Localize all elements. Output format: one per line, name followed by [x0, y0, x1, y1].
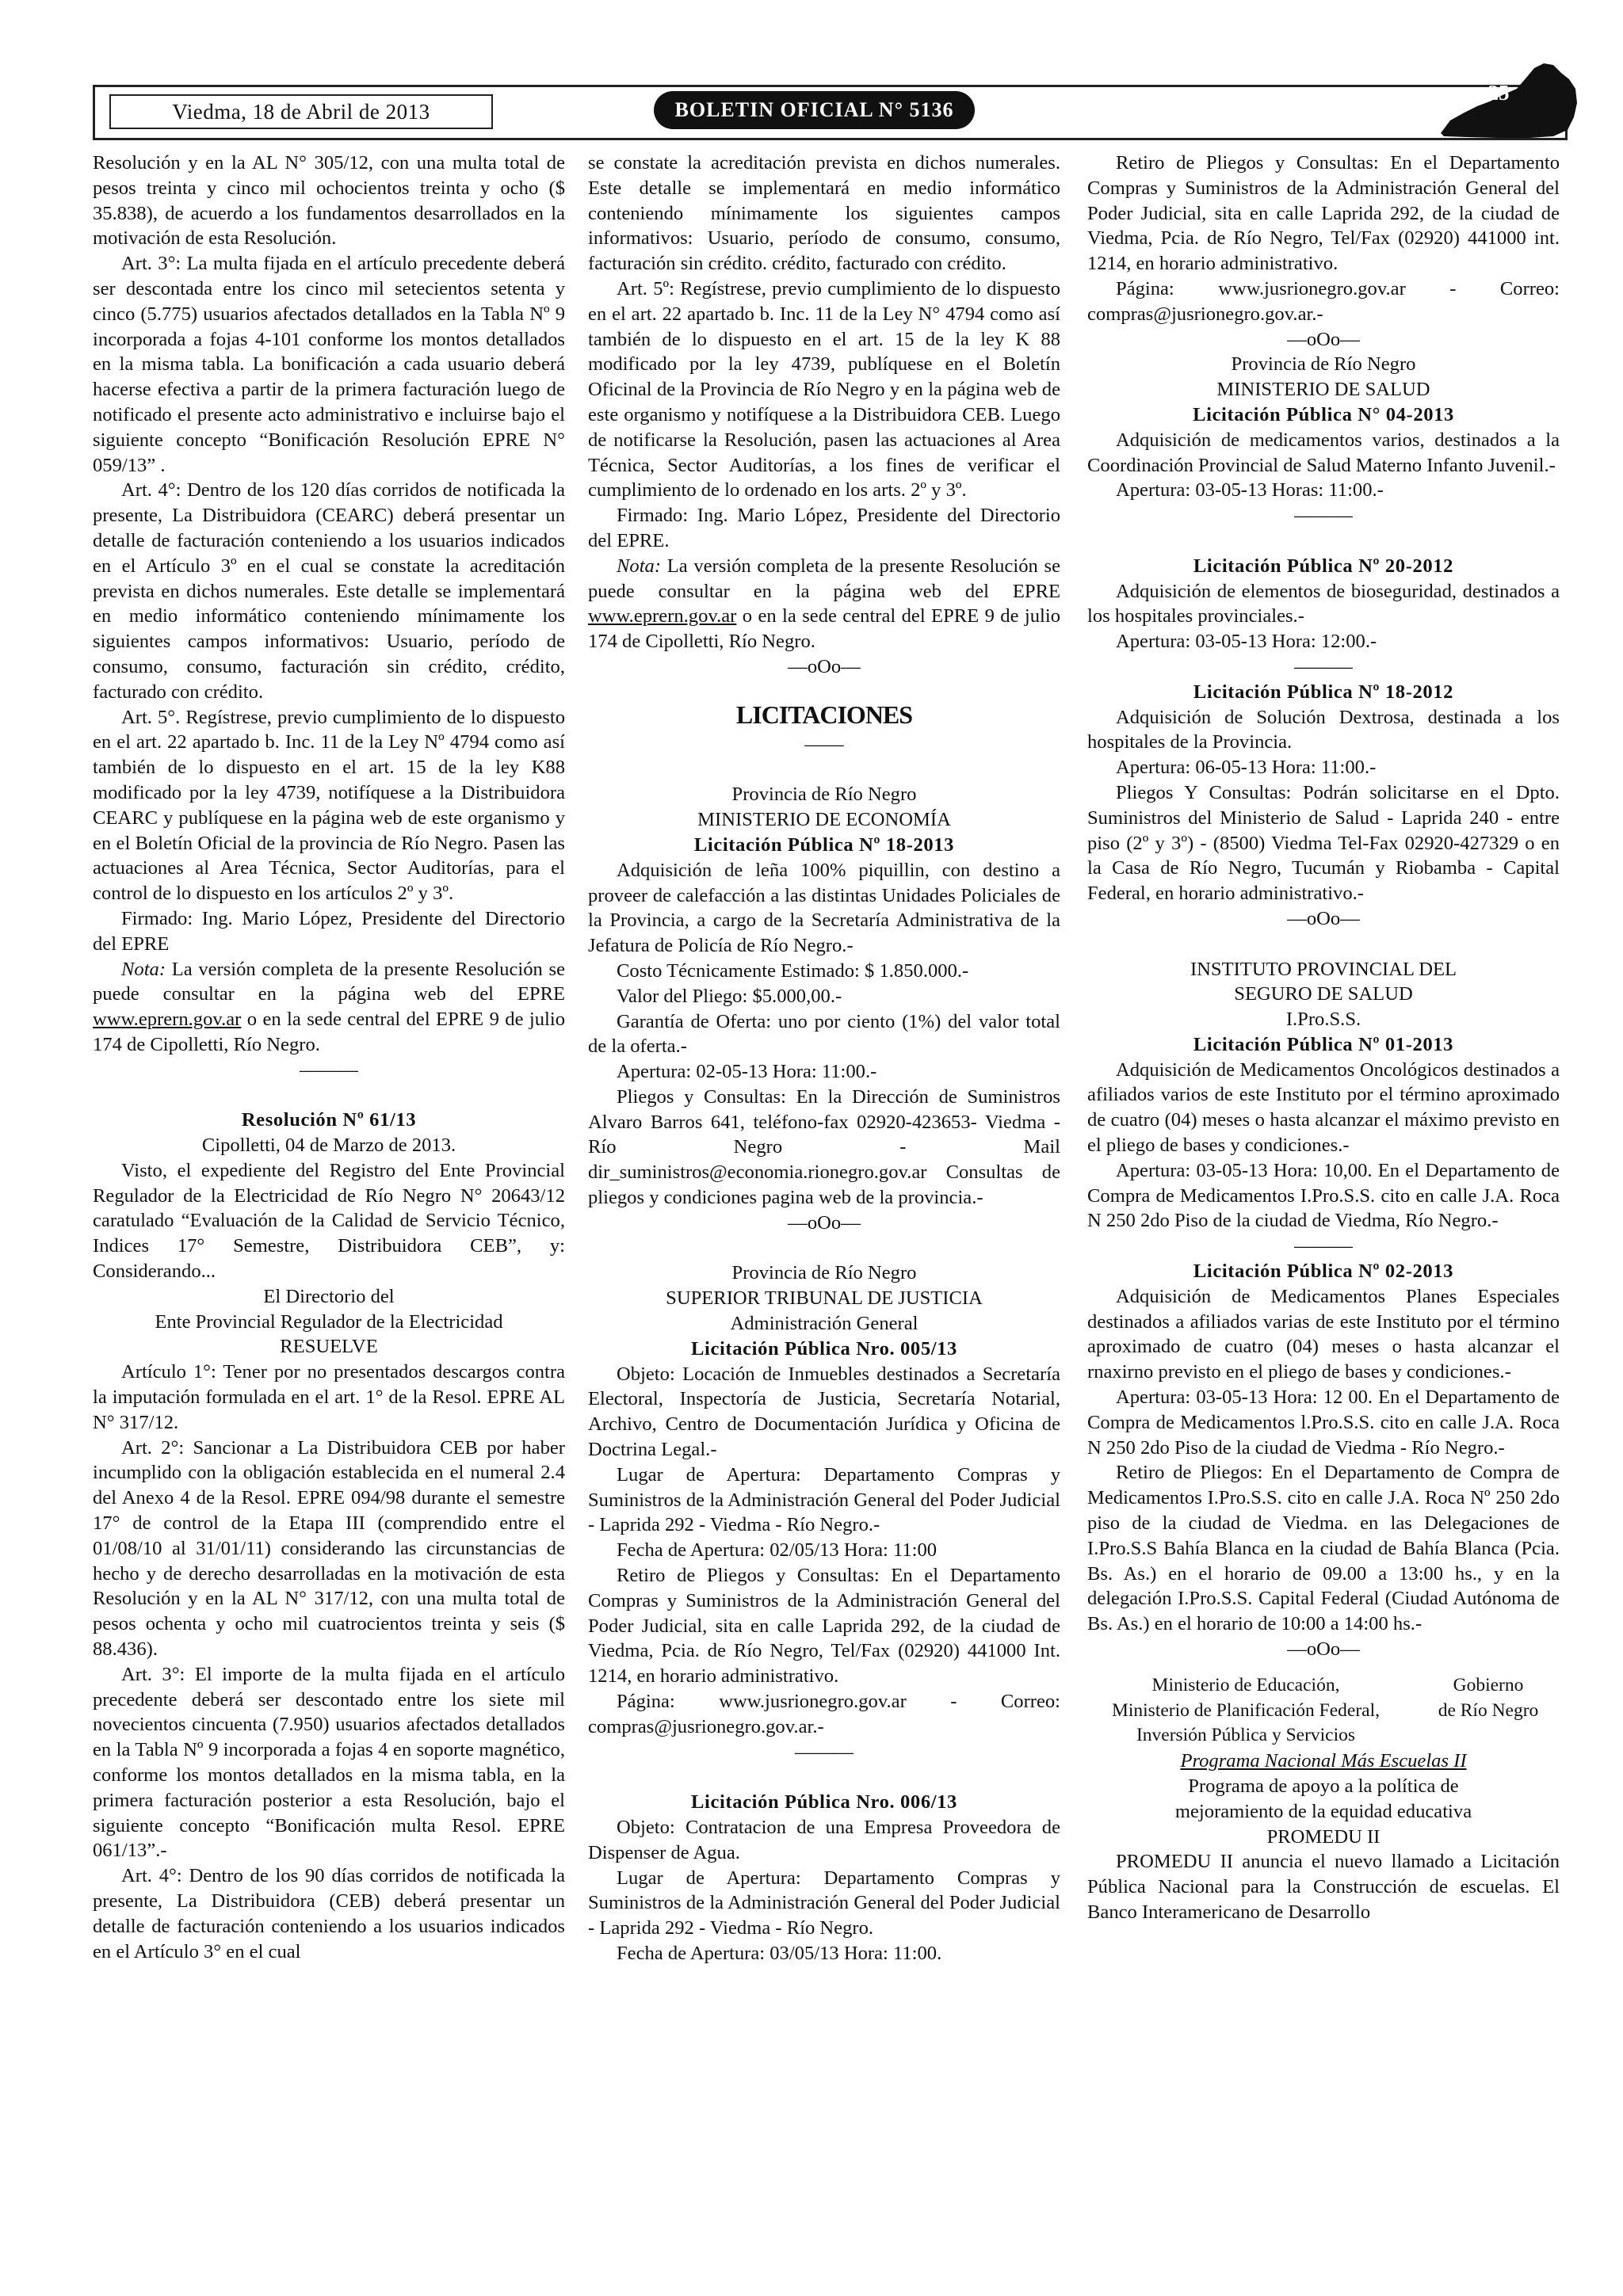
- paragraph: Adquisición de Medicamentos Planes Especiales destinados a afiliados varias de este Instituto por el término aproximado de cuatro (04) meses o hasta alcanzar el rnaxirno previsto en el pliego de bases y condiciones.-: [1087, 1285, 1560, 1383]
- spacer: [1087, 528, 1560, 554]
- heading-line: I.Pro.S.S.: [1285, 1009, 1361, 1031]
- ministry-line: Ministerio de Educación,: [1151, 1674, 1340, 1695]
- note-text: La versión completa de la presente Resolución se puede consultar en la página web del EPRE: [93, 958, 565, 1005]
- tender-title: Licitación Pública Nº 02-2013: [1193, 1261, 1454, 1283]
- tender-title: Licitación Pública N° 04-2013: [1193, 403, 1454, 425]
- paragraph: Adquisición de Medicamentos Oncológicos destinados a afiliados varios de este Instituto por el término aproximado de cuatro (04) meses o hasta alcanzar el máximo previsto en el pliego de bases y condiciones.-: [1087, 1058, 1560, 1157]
- tender-title: Licitación Pública Nº 18-2012: [1193, 681, 1454, 703]
- paragraph: Lugar de Apertura: Departamento Compras y Suministros de la Administración General del Poder Judicial - Laprida 292 - Viedma - Río Negro.: [588, 1867, 1060, 1939]
- spacer: [588, 1764, 1060, 1790]
- paragraph: Adquisición de leña 100% piquillin, con destino a proveer de calefacción a las distintas Unidades Policiales de la Provincia, a cargo de la Secretaría Administrativa de la Jefatura de Policía de Río Negro.-: [588, 859, 1060, 957]
- note-paragraph: [93, 957, 565, 1058]
- paragraph: Retiro de Pliegos y Consultas: En el Departamento Compras y Suministros de la Administración General del Poder Judicial, sita en calle Laprida 292, de la ciudad de Viedma, Pcia. de Río Negro, Tel/Fax (02920) 441000 int. 1214, en horario administrativo.: [1087, 152, 1560, 275]
- heading-line: SUPERIOR TRIBUNAL DE JUSTICIA: [666, 1287, 983, 1310]
- heading-line: Provincia de Río Negro: [1231, 353, 1416, 376]
- paragraph: Página: www.jusrionegro.gov.ar - Correo: compras@jusrionegro.gov.ar.-: [588, 1691, 1060, 1737]
- separator: —oOo—: [788, 1211, 861, 1234]
- page-number: 25: [1487, 81, 1510, 105]
- note-label: Nota:: [617, 555, 662, 577]
- spacer: [588, 757, 1060, 783]
- resolution-date: Cipolletti, 04 de Marzo de 2013.: [201, 1135, 456, 1157]
- spacer: [93, 1082, 565, 1108]
- tender-title: Licitación Pública Nro. 006/13: [691, 1791, 957, 1814]
- paragraph: Garantía de Oferta: uno por ciento (1%) del valor total de la oferta.-: [588, 1010, 1060, 1058]
- program-name: Programa Nacional Más Escuelas II: [1180, 1750, 1467, 1772]
- paragraph: Adquisición de medicamentos varios, destinados a la Coordinación Provincial de Salud Materno Infanto Juvenil.-: [1087, 429, 1560, 476]
- paragraph: Resolución y en la AL N° 305/12, con una multa total de pesos treinta y cinco mil ochocientos treinta y ocho ($ 35.838), de acuerdo a los fundamentos desarrollados en la motivación de esta Resolución.: [93, 152, 565, 250]
- paragraph: Art. 3°: El importe de la multa fijada en el artículo precedente deberá ser descontado entre los siete mil novecientos cincuenta (7.950) usuarios afectados detallados en la Tabla Nº 9 incorporada a fojas 4 en soporte magnético, conforme los montos detallados en la misma tabla, en la primera facturación posterior a esta Resolución, bajo el siguiente concepto “Bonificación multa Resol. EPRE 061/13”.-: [93, 1663, 565, 1862]
- paragraph: Costo Técnicamente Estimado: $ 1.850.000.-: [617, 959, 969, 982]
- paragraph: Apertura: 02-05-13 Hora: 11:00.-: [617, 1061, 877, 1083]
- heading-line: PROMEDU II: [1266, 1825, 1381, 1848]
- paragraph: Retiro de Pliegos: En el Departamento de Compra de Medicamentos I.Pro.S.S. cito en calle J.A. Roca Nº 250 2do piso de la ciudad de Viedma. en las Delegaciones de I.Pro.S.S Bahía Blanca en la ciudad de Bahía Blanca (Pcia. Bs. As.) en el horario de 09.00 a 13:00 hs., y en la delegación I.Pro.S.S. Capital Federal (Ciudad Autónoma de Bs. As.) en el horario de 10:00 a 14:00 hs.-: [1087, 1462, 1560, 1635]
- paragraph: Página: www.jusrionegro.gov.ar - Correo: compras@jusrionegro.gov.ar.-: [1087, 277, 1560, 325]
- note-label: Nota:: [121, 958, 166, 980]
- ministry-line: Inversión Pública y Servicios: [1136, 1725, 1356, 1746]
- heading-line: Ente Provincial Regulador de la Electricidad: [155, 1310, 503, 1333]
- signature-line: Firmado: Ing. Mario López, Presidente del Directorio del EPRE: [93, 907, 565, 955]
- paragraph: Fecha de Apertura: 03/05/13 Hora: 11:00.: [617, 1942, 942, 1964]
- column-1: [93, 151, 565, 1964]
- heading-line: Programa de apoyo a la política de: [1188, 1775, 1459, 1797]
- paragraph: Apertura: 03-05-13 Horas: 11:00.-: [1116, 479, 1384, 502]
- gazette-title: BOLETIN OFICIAL N° 5136: [654, 91, 975, 129]
- ministry-block: [1087, 1673, 1404, 1749]
- heading-line: El Directorio del: [263, 1285, 395, 1307]
- government-line: Gobierno: [1453, 1674, 1524, 1695]
- paragraph: Apertura: 03-05-13 Hora: 10,00. En el Departamento de Compra de Medicamentos I.Pro.S.S. cito en calle J.A. Roca N 250 2do Piso de la ciudad de Viedma, Río Negro.-: [1087, 1159, 1560, 1232]
- paragraph: Art. 3°: La multa fijada en el artículo precedente deberá ser descontada entre los cinco mil setecientos setenta y cinco (5.775) usuarios afectados detallados en la Tabla Nº 9 incorporada a fojas 4-101 conforme los montos detallados en la misma tabla. La bonificación a cada usuario deberá hacerse efectiva a partir de la primera facturación luego de notificado el presente acto administrativo e incluirse bajo el siguiente concepto “Bonificación Resolución EPRE N° 059/13” .: [93, 253, 565, 476]
- separator: —oOo—: [1287, 907, 1360, 929]
- heading-line: RESUELVE: [280, 1336, 378, 1358]
- ministry-line: Ministerio de Planificación Federal,: [1111, 1699, 1381, 1721]
- heading-line: MINISTERIO DE ECONOMÍA: [697, 809, 951, 831]
- paragraph: Objeto: Locación de Inmuebles destinados a Secretaría Electoral, Inspectoría de Justicia, Secretaría Notarial, Archivo, Centro de Documentación Jurídica y Oficina de Doctrina Legal.-: [588, 1363, 1060, 1461]
- paragraph: Apertura: 03-05-13 Hora: 12:00.-: [1116, 631, 1377, 653]
- note-text: La versión completa de la presente Resolución se puede consultar en la página web del EPRE: [588, 555, 1060, 602]
- column-3: [1087, 151, 1560, 1925]
- paragraph: se constate la acreditación prevista en dichos numerales. Este detalle se implementará en medio informático conteniendo mínimamente los siguientes campos informativos: Usuario, período de consumo, consumo, facturación sin crédito. crédito, facturado con crédito.: [588, 152, 1060, 275]
- paragraph: Valor del Pliego: $5.000,00.-: [617, 985, 842, 1007]
- paragraph: Fecha de Apertura: 02/05/13 Hora: 11:00: [617, 1539, 938, 1562]
- paragraph: Pliegos y Consultas: En la Dirección de Suministros Alvaro Barros 641, teléfono-fax 02920-423653- Viedma - Río Negro - Mail dir_suministros@economia.rionegro.gov.ar Consultas de pliegos y condiciones pagina web de la provincia.-: [588, 1085, 1060, 1209]
- government-line: de Río Negro: [1438, 1699, 1539, 1721]
- program-title: [1087, 1749, 1560, 1774]
- epre-link[interactable]: www.eprern.gov.ar: [588, 605, 737, 627]
- heading-line: Provincia de Río Negro: [731, 784, 917, 806]
- note-tail: o en la sede central del EPRE 9 de julio 174 de Cipolletti, Río Negro.: [588, 605, 1060, 653]
- separator: ———: [795, 1741, 854, 1763]
- paragraph: Art. 5º: Regístrese, previo cumplimiento de lo dispuesto en el art. 22 apartado b. Inc. 11 de la Ley N° 4794 como así también de lo dispuesto en el art. 15 de la ley K 88 modificado por la ley 4739, publíquese en el Boletín Oficinal de la Provincia de Río Negro y en la página web de este organismo y notifíquese a la Distribuidora CEB. Luego de notificarse la Resolución, pasen las actuaciones al Area Técnica, Sector Auditorías, a los fines de verificar el cumplimiento de lo ordenado en los arts. 2º y 3º.: [588, 277, 1060, 502]
- paragraph: Art. 4°: Dentro de los 90 días corridos de notificada la presente, La Distribuidora (CEB) deberá presentar un detalle de facturación conteniendo a los usuarios indicados en el Artículo 3° en el cual: [93, 1865, 565, 1962]
- spacer: [588, 1236, 1060, 1261]
- paragraph: Art. 4°: Dentro de los 120 días corridos de notificada la presente, La Distribuidora (CEARC) deberá presentar un detalle de facturación conteniendo a los usuarios indicados en el Artículo 3º en el cual se constate la acreditación prevista en dichos numerales. Este detalle se implementará en medio informático conteniendo mínimamente los siguientes campos informativos: Usuario, período de consumo, consumo, facturación sin crédito, crédito, facturado con crédito.: [93, 479, 565, 703]
- section-rule: ——: [804, 733, 844, 755]
- paragraph: Retiro de Pliegos y Consultas: En el Departamento Compras y Suministros de la Administración General del Poder Judicial, sita en calle Laprida 292, de la ciudad de Viedma, Pcia. de Río Negro, Tel/Fax (02920) 441000 Int. 1214, en horario administrativo.: [588, 1565, 1060, 1688]
- issue-date: Viedma, 18 de Abril de 2013: [109, 94, 493, 129]
- tender-title: Licitación Pública Nº 18-2013: [693, 833, 955, 856]
- separator: —oOo—: [788, 655, 861, 677]
- separator: ———: [300, 1058, 358, 1081]
- resolution-title: Resolución Nº 61/13: [241, 1109, 417, 1131]
- signature-line: Firmado: Ing. Mario López, Presidente del Directorio del EPRE.: [588, 505, 1060, 551]
- paragraph: Lugar de Apertura: Departamento Compras y Suministros de la Administración General del Poder Judicial - Laprida 292 - Viedma - Río Negro.-: [588, 1463, 1060, 1536]
- section-heading: LICITACIONES: [735, 700, 913, 729]
- spacer: [1087, 932, 1560, 957]
- paragraph: Art. 2°: Sancionar a La Distribuidora CEB por haber incumplido con la obligación establecida en el numeral 2.4 del Anexo 4 de la Resol. EPRE 094/98 durante el semestre 17° de control de la Etapa III (comprendido entre el 01/08/10 al 31/01/11) considerando las circunstancias de hecho y de derecho desarrolladas en la motivación de esta Resolución y en la AL N° 317/12, con una multa total de pesos ochenta y ocho mil cuatrocientos treinta y seis ($ 88.436).: [93, 1436, 565, 1661]
- tender-title: Licitación Pública Nº 01-2013: [1193, 1033, 1454, 1055]
- separator: ———: [1294, 505, 1353, 527]
- paragraph: Apertura: 06-05-13 Hora: 11:00.-: [1116, 757, 1377, 779]
- sponsors-block: [1087, 1673, 1560, 1749]
- separator: ———: [1294, 655, 1353, 677]
- government-block: [1417, 1673, 1560, 1749]
- heading-line: MINISTERIO DE SALUD: [1216, 379, 1430, 401]
- paragraph: Art. 5°. Regístrese, previo cumplimiento de lo dispuesto en el art. 22 apartado b. Inc. 11 de la Ley Nº 4794 como así también de lo dispuesto en el art. 15 de la ley K88 modificado por la ley 4739, notifíquese a la Distribuidora CEARC y publíquese en la página web de este organismo y en el Boletín Oficial de la provincia de Río Negro. Pasen las actuaciones al Area Técnica, Sector Auditorías, para el control de lo dispuesto en los artículos 2º y 3º.: [93, 706, 565, 905]
- note-paragraph: [588, 554, 1060, 654]
- separator: ———: [1294, 1235, 1353, 1257]
- page-header: [93, 85, 1568, 140]
- tender-title: Licitación Pública Nº 20-2012: [1193, 555, 1454, 577]
- heading-line: INSTITUTO PROVINCIAL DEL: [1190, 958, 1457, 980]
- paragraph: Artículo 1°: Tener por no presentados descargos contra la imputación formulada en el art. 1° de la Resol. EPRE AL N° 317/12.: [93, 1361, 565, 1433]
- separator: —oOo—: [1287, 1638, 1360, 1661]
- paragraph: Visto, el expediente del Registro del Ente Provincial Regulador de la Electricidad de Río Negro N° 20643/12 caratulado “Evaluación de la Calidad de Servicio Técnico, Indices 17° Semestre, Distribuidora CEB”, y: Considerando...: [93, 1159, 565, 1283]
- heading-line: SEGURO DE SALUD: [1234, 983, 1413, 1005]
- separator: —oOo—: [1287, 328, 1360, 350]
- tender-title: Licitación Pública Nro. 005/13: [691, 1337, 957, 1360]
- heading-line: mejoramiento de la equidad educativa: [1174, 1800, 1472, 1822]
- paragraph: PROMEDU II anuncia el nuevo llamado a Licitación Pública Nacional para la Construcción de escuelas. El Banco Interamericano de Desarrollo: [1087, 1851, 1560, 1923]
- epre-link[interactable]: www.eprern.gov.ar: [93, 1009, 242, 1031]
- column-2: [588, 151, 1060, 1966]
- heading-line: Provincia de Río Negro: [731, 1262, 917, 1284]
- note-tail: o en la sede central del EPRE 9 de julio 174 de Cipolletti, Río Negro.: [93, 1009, 565, 1055]
- paragraph: Pliegos Y Consultas: Podrán solicitarse en el Dpto. Suministros del Ministerio de Salud - Laprida 240 - entre piso (2º y 3º) - (8500) Viedma Tel-Fax 02920-427329 o en la Casa de Río Negro, Tucumán y Riobamba - Capital Federal, en horario administrativo.-: [1087, 781, 1560, 905]
- heading-line: Administración General: [730, 1313, 918, 1335]
- paragraph: Adquisición de Solución Dextrosa, destinada a los hospitales de la Provincia.: [1087, 706, 1560, 753]
- paragraph: Apertura: 03-05-13 Hora: 12 00. En el Departamento de Compra de Medicamentos l.Pro.S.S. cito en calle J.A. Roca N 250 2do Piso de la ciudad de Viedma - Río Negro.-: [1087, 1386, 1560, 1459]
- paragraph: Objeto: Contratacion de una Empresa Proveedora de Dispenser de Agua.: [588, 1817, 1060, 1863]
- paragraph: Adquisición de elementos de bioseguridad, destinados a los hospitales provinciales.-: [1087, 580, 1560, 627]
